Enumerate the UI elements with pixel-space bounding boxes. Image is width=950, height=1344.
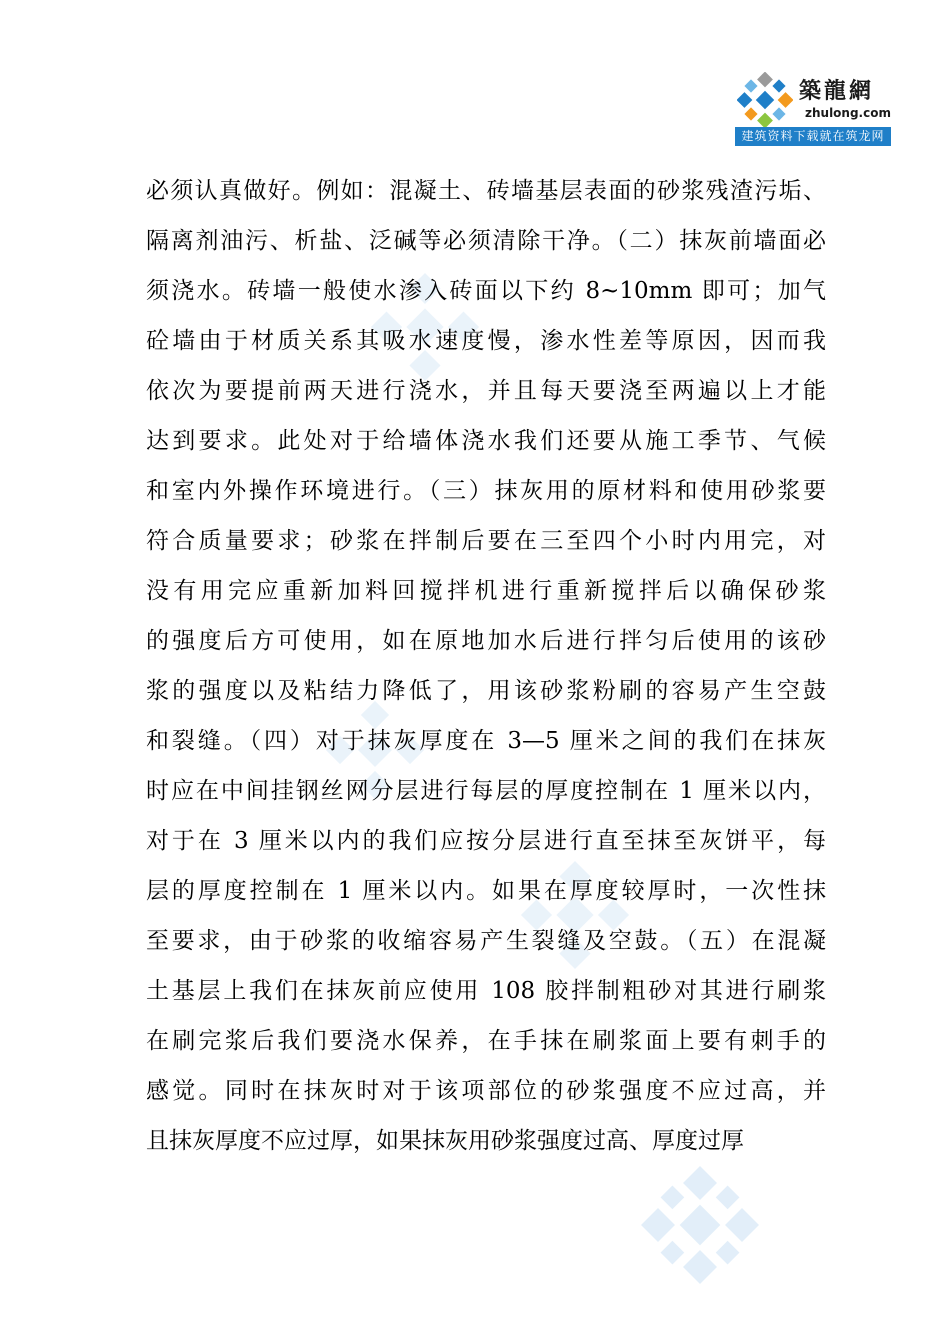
text-line: 和室内外操作环境进行。（三）抹灰用的原材料和使用砂浆要: [146, 478, 826, 504]
logo-domain: zhulong.com: [805, 106, 891, 120]
text-line: 在刷完浆后我们要浇水保养，在手抹在刷浆面上要有刺手的: [146, 1028, 826, 1054]
text-line: 必须认真做好。例如：混凝土、砖墙基层表面的砂浆残渣污垢、: [146, 178, 826, 204]
text-line: 没有用完应重新加料回搅拌机进行重新搅拌后以确保砂浆: [146, 578, 826, 604]
text-line: 感觉。同时在抹灰时对于该项部位的砂浆强度不应过高，并: [146, 1078, 826, 1104]
text-line: 和裂缝。（四）对于抹灰厚度在 3—5 厘米之间的我们在抹灰: [146, 728, 826, 754]
text-line: 层的厚度控制在 1 厘米以内。如果在厚度较厚时，一次性抹: [146, 878, 826, 904]
text-line: 时应在中间挂钢丝网分层进行每层的厚度控制在 1 厘米以内，: [146, 778, 826, 804]
text-line: 符合质量要求；砂浆在拌制后要在三至四个小时内用完，对: [146, 528, 826, 554]
text-line: 且抹灰厚度不应过厚，如果抹灰用砂浆强度过高、厚度过厚: [146, 1128, 744, 1154]
text-line: 隔离剂油污、析盐、泛碱等必须清除干净。（二）抹灰前墙面必: [146, 228, 826, 254]
text-line: 须浇水。砖墙一般使水渗入砖面以下约 8~10mm 即可；加气: [146, 278, 826, 304]
zhulong-logo-icon: [737, 72, 793, 128]
logo-name-cn: 築龍網: [799, 79, 875, 104]
logo-slogan: 建筑资料下载就在筑龙网: [735, 127, 891, 146]
body-text: [146, 166, 826, 1166]
text-line: 的强度后方可使用，如在原地加水后进行拌匀后使用的该砂: [146, 628, 826, 654]
watermark-logo-icon: [640, 1165, 760, 1285]
text-line: 依次为要提前两天进行浇水，并且每天要浇至两遍以上才能: [146, 378, 826, 404]
text-line: 达到要求。此处对于给墙体浇水我们还要从施工季节、气候: [146, 428, 826, 454]
text-line: 土基层上我们在抹灰前应使用 108 胶拌制粗砂对其进行刷浆: [146, 978, 826, 1004]
zhulong-logo: [733, 68, 893, 148]
text-line: 至要求，由于砂浆的收缩容易产生裂缝及空鼓。（五）在混凝: [146, 928, 826, 954]
text-line: 砼墙由于材质关系其吸水速度慢，渗水性差等原因，因而我: [146, 328, 826, 354]
text-line: 浆的强度以及粘结力降低了，用该砂浆粉刷的容易产生空鼓: [146, 678, 826, 704]
text-line: 对于在 3 厘米以内的我们应按分层进行直至抹至灰饼平，每: [146, 828, 826, 854]
